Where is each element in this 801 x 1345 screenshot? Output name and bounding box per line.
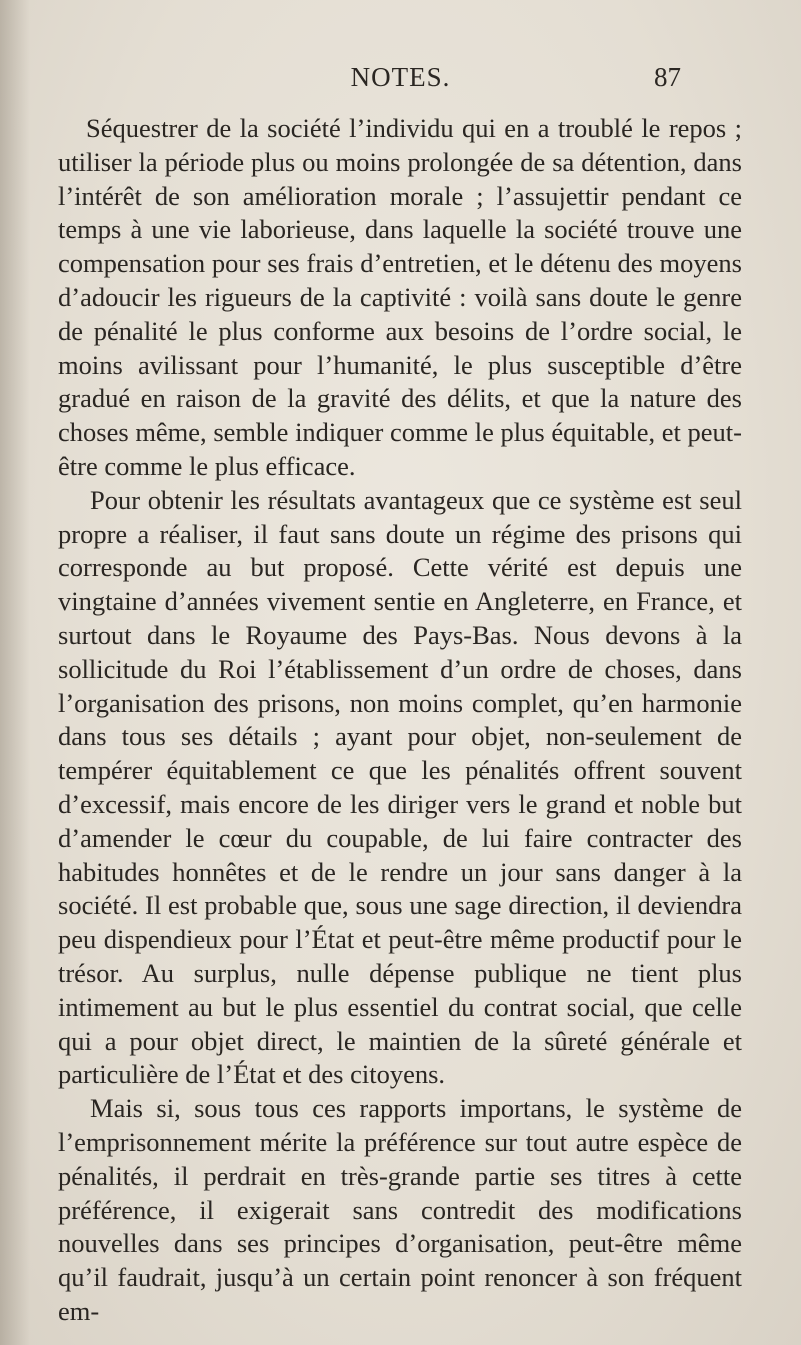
paragraph-2: Pour obtenir les résultats avantageux que ce système est seul propre a réaliser, il faut sans doute un régime des prisons qui corresponde au but proposé. Cette vérité est depuis une vingtaine d’années vivement sentie en Angleterre, en France, et surtout dans le Royaume des Pays-Bas. Nous devons à la sollicitude du Roi l’établissement d’un ordre de choses, dans l’organisation des prisons, non moins complet, qu’en harmonie dans tous ses détails ; ayant pour objet, non-seulement de tempérer équitablement ce que les pénalités offrent souvent d’excessif, mais encore de les diriger vers le grand et noble but d’amender le cœur du coupable, de lui faire contracter des habitudes honnêtes et de le rendre un jour sans danger à la société. Il est probable que, sous une sage direction, il deviendra peu dispendieux pour l’État et peut-être même productif pour le trésor. Au surplus, nulle dépense publique ne tient plus intimement au but le plus essentiel du contrat social, que celle qui a pour objet direct, le maintien de la sûreté générale et particulière de l’État et des citoyens.	[58, 484, 742, 1090]
page-edge-shadow	[0, 0, 30, 1345]
paragraph-1: Séquestrer de la société l’individu qui en a troublé le repos ; utiliser la période plus ou moins prolongée de sa détention, dans l’intérêt de son amélioration morale ; l’assujettir pendant ce temps à une vie laborieuse, dans laquelle la société trouve une compensation pour ses frais d’entretien, et le détenu des moyens d’adoucir les rigueurs de la captivité : voilà sans doute le genre de pénalité le plus conforme aux besoins de l’ordre social, le moins avilissant pour l’humanité, le plus susceptible d’être gradué en raison de la gravité des délits, et que la nature des choses même, semble indiquer comme le plus équitable, et peut-être comme le plus efficace.	[58, 113, 742, 481]
running-head: NOTES.	[350, 62, 451, 92]
body-text	[58, 112, 742, 1329]
page-number: 87	[654, 62, 681, 92]
paragraph-3: Mais si, sous tous ces rapports importans, le système de l’emprisonnement mérite la préférence sur tout autre espèce de pénalités, il perdrait en très-grande partie ses titres à cette préférence, il exigerait sans contredit des modifications nouvelles dans ses principes d’organisation, peut-être même qu’il faudrait, jusqu’à un certain point renoncer à son fréquent em-	[58, 1093, 742, 1326]
page-header	[0, 62, 801, 102]
